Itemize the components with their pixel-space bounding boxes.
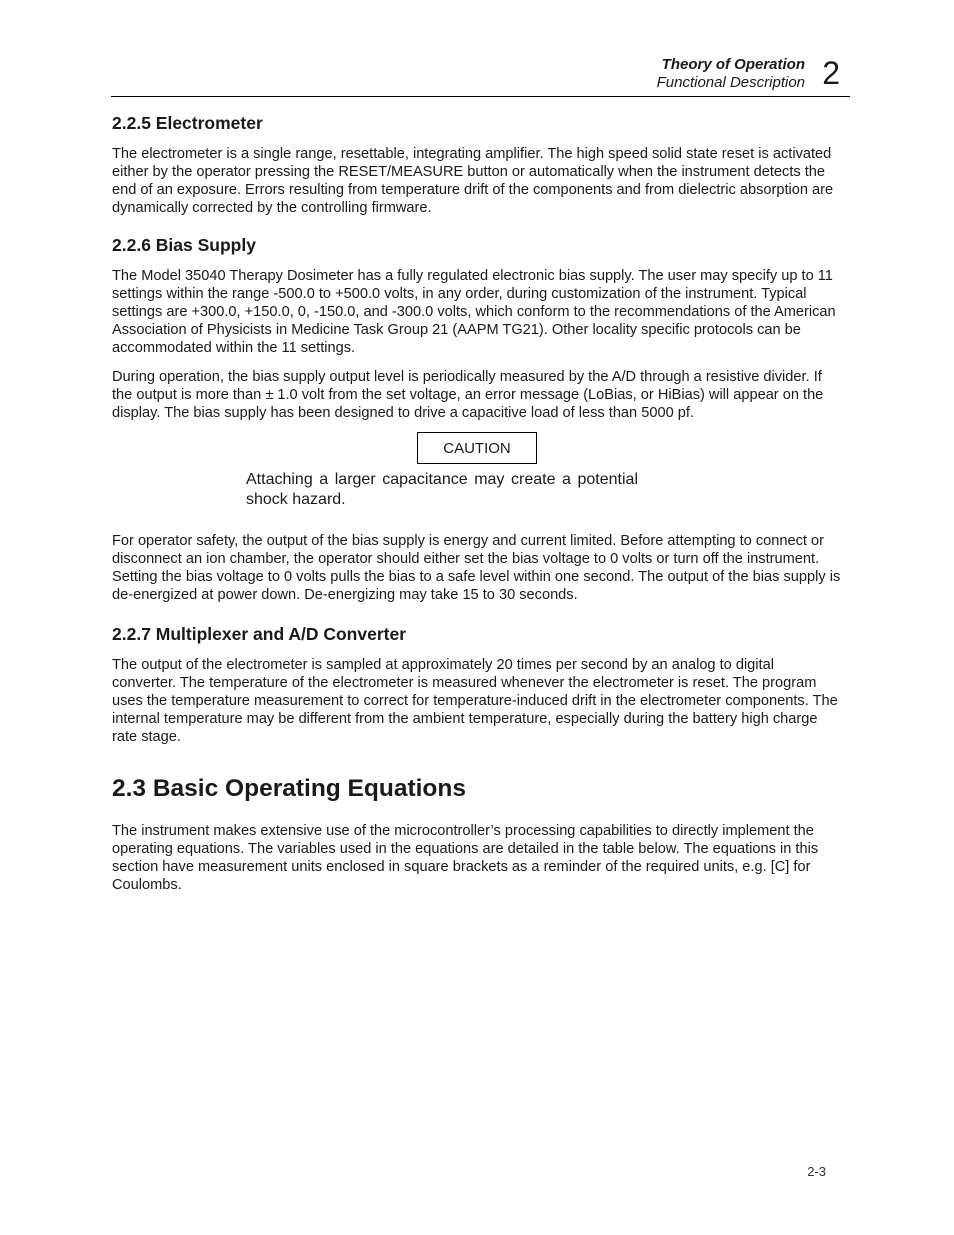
page-header [111,54,850,97]
equations-paragraph: The instrument makes extensive use of the microcontroller’s processing capabilities to directly implement the operating equations. The variables used in the equations are detailed in the table below. The equations in this section have measurement units enclosed in square brackets as a reminder of the required units, e.g. [C] for Coulombs. [112,823,819,893]
bias-supply-paragraph-1: The Model 35040 Therapy Dosimeter has a fully regulated electronic bias supply. The user may specify up to 11 settings within the range -500.0 to +500.0 volts, in any order, during customization of the instrument. Typical settings are +300.0, +150.0, 0, -150.0, and -300.0 volts, which conform to the recommendations of the American Association of Physicists in Medicine Task Group 21 (AAPM TG21). Other locality specific protocols can be accommodated within the 11 settings. [112,268,836,356]
section-heading-equations: 2.3 Basic Operating Equations [112,775,466,802]
bias-supply-paragraph-2: During operation, the bias supply output level is periodically measured by the A/D through a resistive divider. If the output is more than ± 1.0 volt from the set voltage, an error message (LoBias, or HiBias) will appear on the display. The bias supply has been designed to drive a capacitive load of less than 5000 pf. [112,369,824,421]
header-subtitle: Functional Description [656,74,805,91]
page-content [112,112,842,905]
chapter-number: 2 [822,55,840,91]
header-title: Theory of Operation [661,56,805,73]
bias-supply-paragraph-3: For operator safety, the output of the bias supply is energy and current limited. Before attempting to connect or disconnect an ion chamber, the operator should either set the bias voltage to 0 volts or turn off the instrument. Setting the bias voltage to 0 volts pulls the bias to a safe level within one second. The output of the bias supply is de-energized at power down. De-energizing may take 15 to 30 seconds. [112,533,841,603]
caution-notice [112,432,842,464]
electrometer-paragraph: The electrometer is a single range, resettable, integrating amplifier. The high speed solid state reset is activated either by the operator pressing the RESET/MEASURE button or automatically when the instrument detects the end of an exposure. Errors resulting from temperature drift of the components and from dielectric absorption are dynamically corrected by the controlling firmware. [112,146,834,216]
section-heading-bias-supply: 2.2.6 Bias Supply [112,235,256,255]
caution-text: Attaching a larger capacitance may create a potential shock hazard. [246,471,638,508]
multiplexer-paragraph: The output of the electrometer is sampled at approximately 20 times per second by an analog to digital converter. The temperature of the electrometer is measured whenever the electrometer is reset. The program uses the temperature measurement to correct for temperature-induced drift in the electrometer components. The internal temperature may be different from the ambient temperature, especially during the battery high charge rate stage. [112,657,838,745]
section-heading-electrometer: 2.2.5 Electrometer [112,113,263,133]
page-number: 2-3 [807,1164,826,1179]
caution-label: CAUTION [417,432,537,464]
section-heading-multiplexer: 2.2.7 Multiplexer and A/D Converter [112,624,407,644]
header-titles [657,56,805,92]
